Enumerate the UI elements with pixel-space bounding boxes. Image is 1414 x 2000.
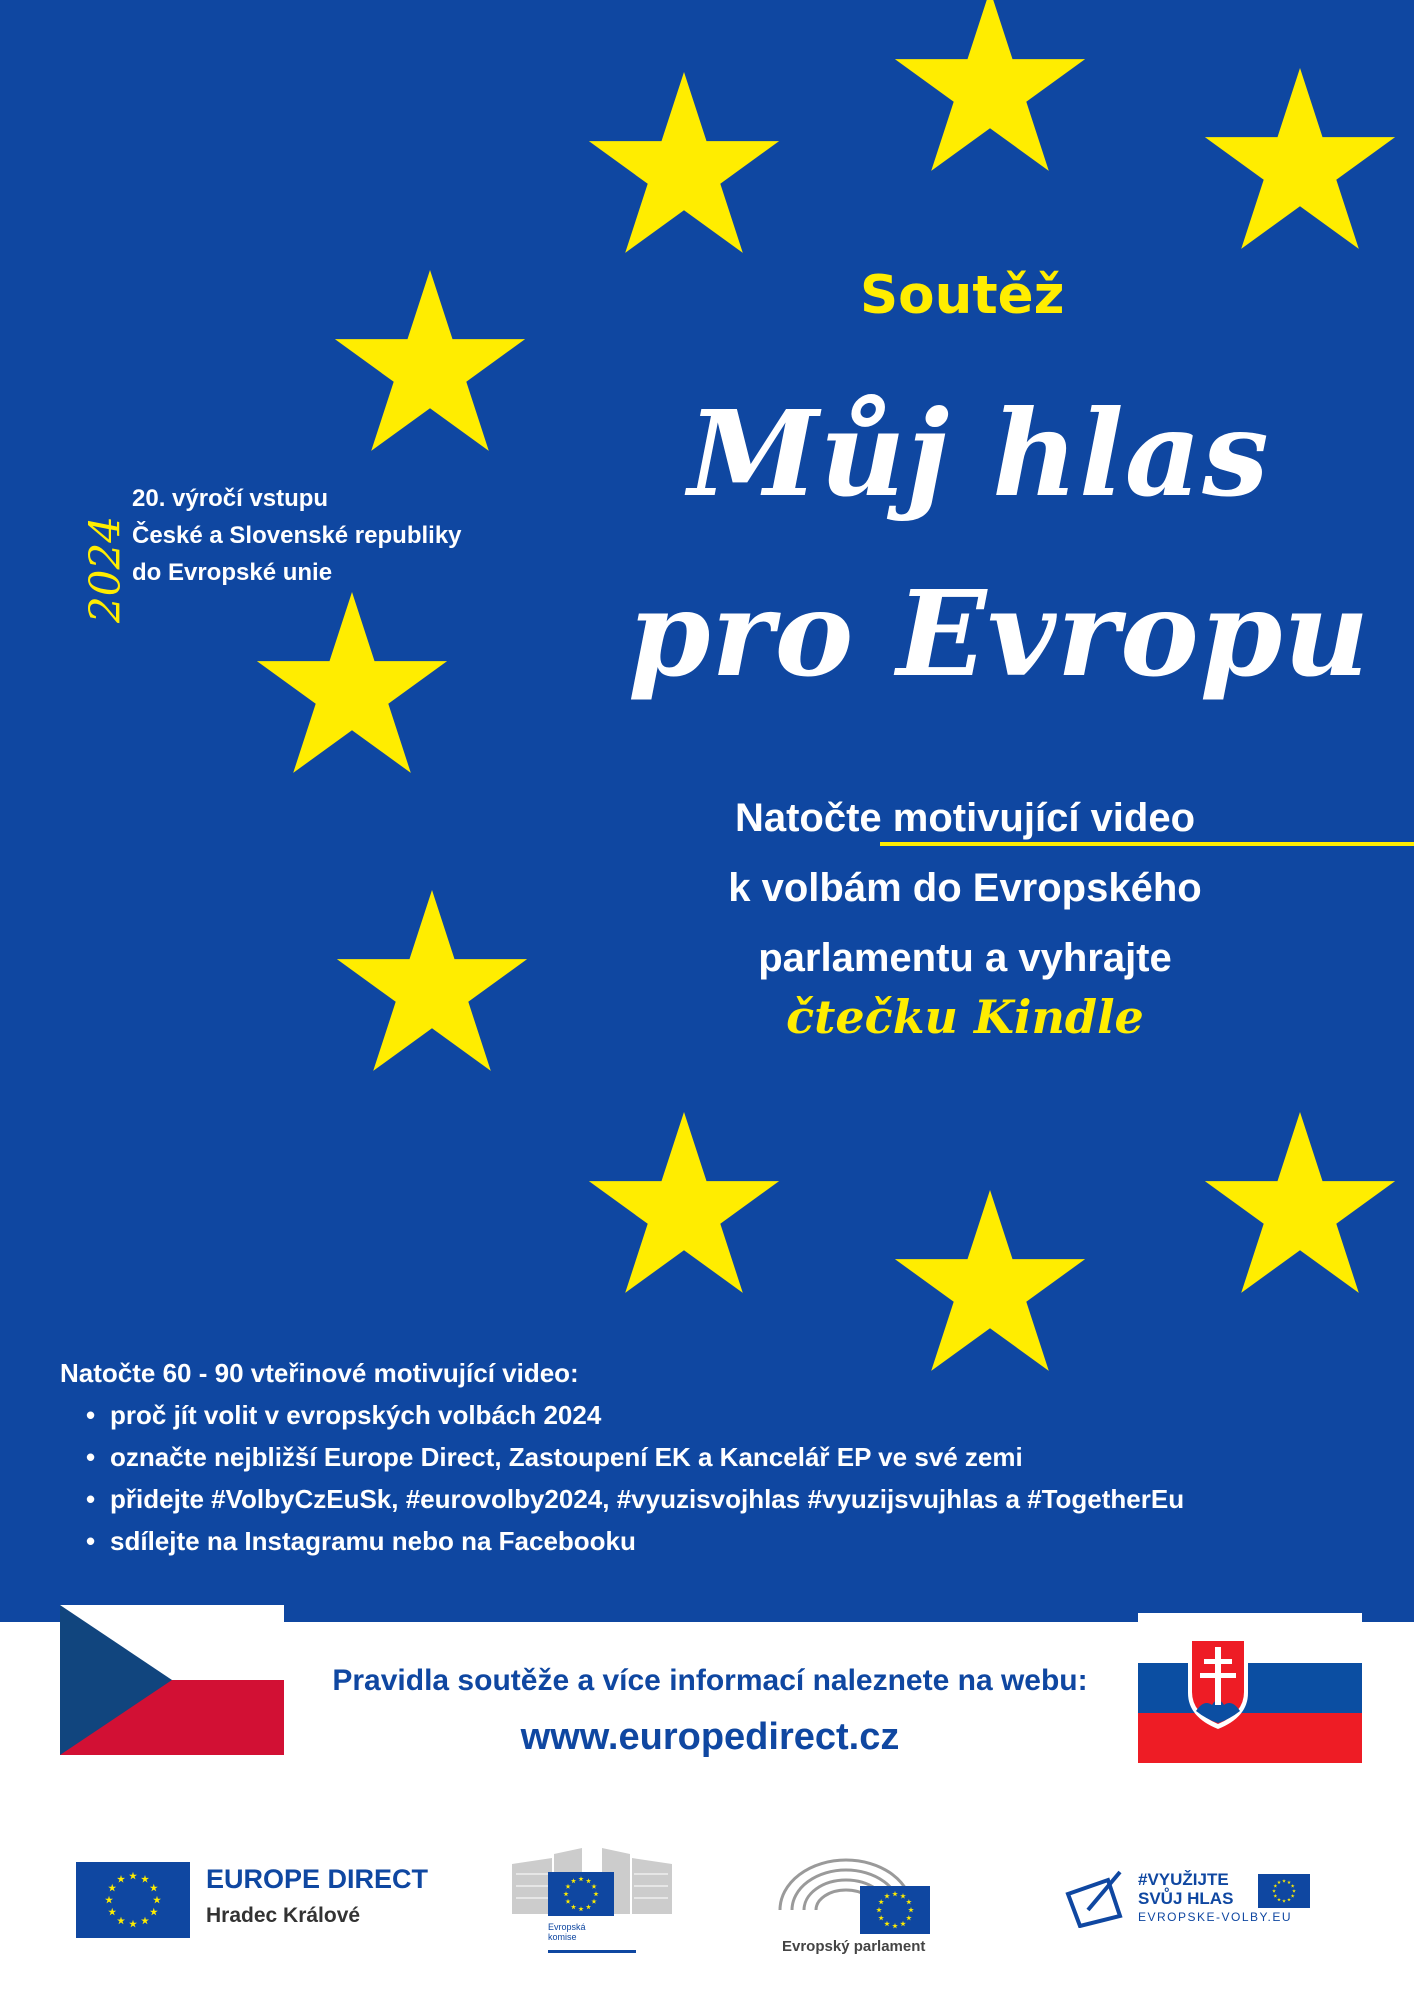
commission-building-icon [512,1844,672,1954]
czech-flag-icon [60,1605,284,1755]
european-parliament-logo [776,1846,946,1956]
title-line-1: Můj hlas [688,384,1270,523]
instructions-list [110,1394,1184,1562]
star-icon [589,1112,779,1293]
star-icon [1205,1112,1395,1293]
rules-text: Pravidla soutěže a více informací naleznete na webu: [332,1664,1088,1697]
prize-text: čtečku Kindle [786,990,1144,1044]
eu-flag-icon [1258,1874,1310,1908]
star-icon [335,270,525,451]
star-icon [257,592,447,773]
instruction-item: • označte nejbližší Europe Direct, Zastoupení EK a Kancelář EP ve své zemi [110,1436,1184,1478]
star-icon [589,72,779,253]
ballot-box-icon [1062,1868,1132,1928]
commission-line-1: Evropská [548,1922,586,1932]
europe-direct-logo [76,1862,456,1942]
contest-label: Soutěž [860,265,1065,326]
vote-line-1: #VYUŽIJTE [1138,1870,1229,1889]
cta-line-1: Natočte motivující video [734,796,1196,840]
commission-line-2: komise [548,1932,577,1942]
cta-line-3: parlamentu a vyhrajte [758,936,1172,980]
star-icon [895,0,1085,171]
cta-underline [880,842,1414,846]
star-icon [895,1190,1085,1371]
website-link[interactable]: www.europedirect.cz [520,1716,900,1758]
title-line-2: pro Evropu [628,564,1371,703]
european-commission-logo [512,1844,672,1954]
vote-line-3: EVROPSKE-VOLBY.EU [1138,1910,1292,1924]
star-icon [337,890,527,1071]
vote-line-2: SVŮJ HLAS [1138,1889,1234,1908]
instruction-item: • sdílejte na Instagramu nebo na Facebooku [110,1520,1184,1562]
anniversary-line-3: do Evropské unie [132,559,333,586]
anniversary-text [132,480,462,591]
anniversary-line-1: 20. výročí vstupu [132,485,329,512]
parliament-name: Evropský parlament [782,1938,926,1955]
star-icon [1205,68,1395,249]
instruction-item: • přidejte #VolbyCzEuSk, #eurovolby2024, #vyuzisvojhlas #vyuzijsvujhlas a #TogetherEu [110,1478,1184,1520]
year-label: 2024 [80,516,130,623]
parliament-hemicycle-icon [776,1846,946,1936]
cta-line-2: k volbám do Evropského [728,866,1202,910]
instruction-item: • proč jít volit v evropských volbách 2024 [110,1394,1184,1436]
commission-text [548,1922,586,1942]
anniversary-line-2: České a Slovenské republiky [132,522,462,549]
europe-direct-city: Hradec Králové [206,1904,361,1927]
eu-flag-icon [76,1862,190,1938]
vote-campaign-logo [1062,1868,1322,1942]
instructions-heading: Natočte 60 - 90 vteřinové motivující video: [60,1358,579,1388]
slovak-flag-icon [1138,1613,1362,1763]
europe-direct-name: EUROPE DIRECT [206,1864,429,1894]
